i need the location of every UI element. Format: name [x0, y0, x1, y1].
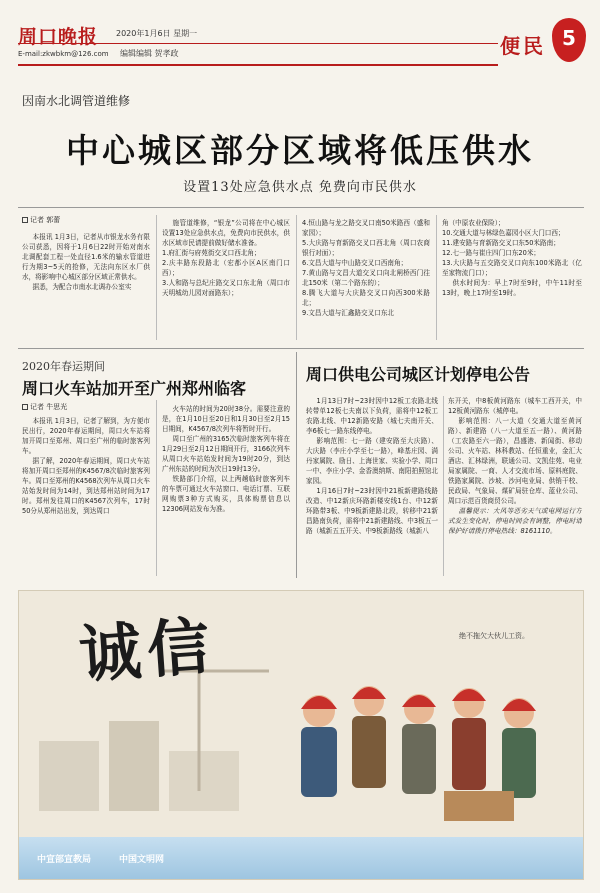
column-divider — [156, 400, 157, 576]
poster-footer — [19, 837, 584, 880]
article3-headline: 周口供电公司城区计划停电公告 — [306, 365, 531, 384]
paragraph: 本报讯 1月3日，记者了解到，为方便市民出行，2020年春运期间，周口火车站将加开周口至郑州、周口至广州的临时旅客列车。 — [22, 417, 150, 455]
article1-col3 — [302, 218, 430, 340]
article1-col1 — [22, 232, 150, 352]
warm-tip: 温馨提示：大风等恶劣天气或电网运行方式发生变化时，停电时间会有调整，停电时请保护好请拨打停电热线：8161110。 — [448, 507, 582, 535]
building-shape — [39, 741, 99, 811]
article2-col2 — [162, 404, 290, 576]
list-item: 4.恒山路与龙之路交叉口南50米路西（盛和家园）； — [302, 219, 430, 237]
article1-byline-text: 记者 郭蕾 — [30, 216, 61, 224]
article1-kicker: 因南水北调管道维修 — [22, 94, 131, 108]
list-item: 8.腾飞大道与大庆路交叉口向西300米路北； — [302, 289, 430, 307]
paragraph: 据悉，为配合市南水北调办公室实 — [32, 283, 132, 291]
paragraph: 东开关，中8板黄河路东（城车工西开关，中12板黄河路东（城停电。 — [448, 397, 582, 415]
article-divider — [296, 352, 297, 578]
workers-group — [301, 686, 536, 821]
article2-col1 — [22, 416, 150, 576]
article2-byline — [22, 402, 67, 412]
paragraph: 周口至广州的3165次临时旅客列车将在1月29日至2月12日期间开行，3166次列车从周口火车站始发时间为19时20分，到达广州东站的时间为次日19时13分。 — [162, 435, 290, 473]
article1-col4 — [442, 218, 582, 340]
poster-title: 诚信 — [76, 609, 218, 692]
list-item: 10.交通大道与林绿色嘉园小区大门口西； — [442, 229, 565, 237]
paragraph: 火车站的时间为20时38分。需要注意的是，在1月10日至20日和1月30日至2月15日期间，K4567/8次列车将暂时开行。 — [162, 405, 290, 433]
public-service-poster — [18, 590, 584, 880]
issue-date: 2020年1月6日 星期一 — [116, 29, 198, 38]
column-divider — [436, 215, 437, 340]
list-item: 6.文昌大道与中山路交叉口西南角； — [302, 259, 408, 267]
paragraph: 供水时间为：早上7时至9时，中午11时至13时，晚上17时至19时。 — [442, 279, 582, 297]
list-item: 3.人和路与总纪庄路交叉口东北角（周口市天明城幼儿园对面路东）； — [162, 279, 290, 297]
column-divider — [296, 215, 297, 340]
editor-line: 编辑编辑 贺孝政 — [120, 49, 179, 58]
paragraph: 1月16日7时~23时因中21板新建路线路改造、中12新庆环路新楼安线1台、中12新环路带3板、中9板新建路北段，转移中21新昌路南负荷，需将中21新建路线、中3板五一路（城新五五开关、中9板新路线（城新八 — [306, 487, 438, 535]
article2-byline-text: 记者 牛思光 — [30, 403, 68, 411]
header-rule-bottom — [18, 64, 498, 66]
masthead — [0, 0, 600, 70]
contact-email: E-mail:zkwbkm@126.com — [18, 50, 109, 58]
byline-box-icon — [22, 404, 28, 410]
list-item: 角（中原农业保险）； — [442, 219, 505, 227]
poster-tagline: 绝不拖欠大伙儿工资。 — [459, 632, 529, 640]
article2-headline: 周口火车站加开至广州郑州临客 — [22, 379, 247, 398]
section-rule — [18, 348, 584, 349]
poster-credit-left: 中宣部宣教局 — [37, 855, 92, 865]
column-divider — [443, 396, 444, 576]
header-rule — [18, 43, 498, 44]
column-divider — [156, 215, 157, 340]
list-item: 2.庆丰路东段路北（宏都小区A区南门口西）； — [162, 259, 290, 277]
list-item: 1.府汇街与府苑街交叉口西北角； — [162, 249, 261, 257]
list-item: 11.建安路与育新路交叉口东50米路南； — [442, 239, 560, 247]
poster-credit-right: 中国文明网 — [119, 855, 165, 865]
article1-headline: 中心城区部分区域将低压供水 — [66, 131, 534, 170]
list-item: 7.黄山路与文昌大道交叉口向北闸桥西门往北150米（第二个路东的）； — [302, 269, 430, 287]
list-item: 5.大庆路与育新路交叉口西北角（周口农商银行对面）； — [302, 239, 430, 257]
paragraph: 本报讯 1月3日，记者从市银龙水务有限公司获悉，因将于1月6日22时开始对南水北调配套工程一处直径1.6米的输水管道进行为期3~5天的抢修，无法向东区水厂供水，将影响中心城区部分区域正常供水。 — [22, 233, 150, 281]
list-item: 9.文昌大道与汇鑫路交叉口东北 — [302, 309, 395, 317]
paragraph: 施管道维修，“银龙”公司将在中心城区设置13处应急供水点，免费向市民供水，供水区域市民请提前做好储水准备。 — [162, 219, 290, 247]
list-item: 13.大庆路与五交路交叉口向东100米路北（亿至家物流门口）； — [442, 259, 582, 277]
article3-col1 — [306, 396, 438, 578]
paragraph: 影响范围：七一路（建安路至大庆路）、大庆路（李庄小学至七一路），峰基庄园、满丹家属院、励日、上海世家、实验小学、周口一中、李庄小学、金香澳纳斯、南阳拍照馆北家园。 — [306, 437, 438, 485]
paragraph: 据了解，2020年春运期间，周口火车站将加开周口至郑州的K4567/8次临时旅客列车。周口至郑州的K4568次列车从周口火车站始发时间为14时，到达郑州站时间为17时。郑州发往周口的K4567次列车，17时50分从郑州站出发，到达周口 — [22, 457, 150, 515]
byline-box-icon — [22, 217, 28, 223]
section-title: 便民 — [500, 34, 546, 58]
article2-kicker: 2020年春运期间 — [22, 360, 105, 373]
paragraph: 铁路部门介绍，以上两趟临时旅客列车的车票可通过火车站窗口、电话订票、互联网购票3种方式购买，具体购票信息以12306网站发布为准。 — [162, 475, 290, 513]
paragraph: 影响范围：八一大道（交通大道至黄河路）、新建路（八一大道至五一路）、黄河路（工农路至六一路），昌盛港、新闻街、移动公司、火车站、林科教站、任恒重业，金汇大酒店、汇林绿洲，联通公司、文凯佳苑、电业局家属院、一商、人才交流市场、原料庭院、铁路家属院、沙坡、沙河电业局、供销干校、民政局、气象局、煤矿局驻仓库、蓝业公司、周口示范百货商贸公司。 — [448, 417, 582, 505]
article1-rule — [18, 207, 584, 208]
building-shape — [169, 751, 239, 811]
article1-byline — [22, 215, 60, 225]
list-item: 12.七一路与崔庄四门口东20米； — [442, 249, 541, 257]
building-shape — [109, 721, 159, 811]
article1-col2 — [162, 218, 290, 340]
article3-col2 — [448, 396, 582, 578]
page-number-badge: 5 — [552, 18, 586, 62]
newspaper-logo: 周口晚报 — [18, 26, 99, 48]
article1-subtitle: 设置13处应急供水点 免费向市民供水 — [183, 180, 417, 195]
paragraph: 1月13日7时~23时因中12板工农路北线转带单12板七夫南以下负荷，需将中12板工农路北线、中12新路安路（城七夫南开关、李6板七一路东线停电。 — [306, 397, 438, 435]
